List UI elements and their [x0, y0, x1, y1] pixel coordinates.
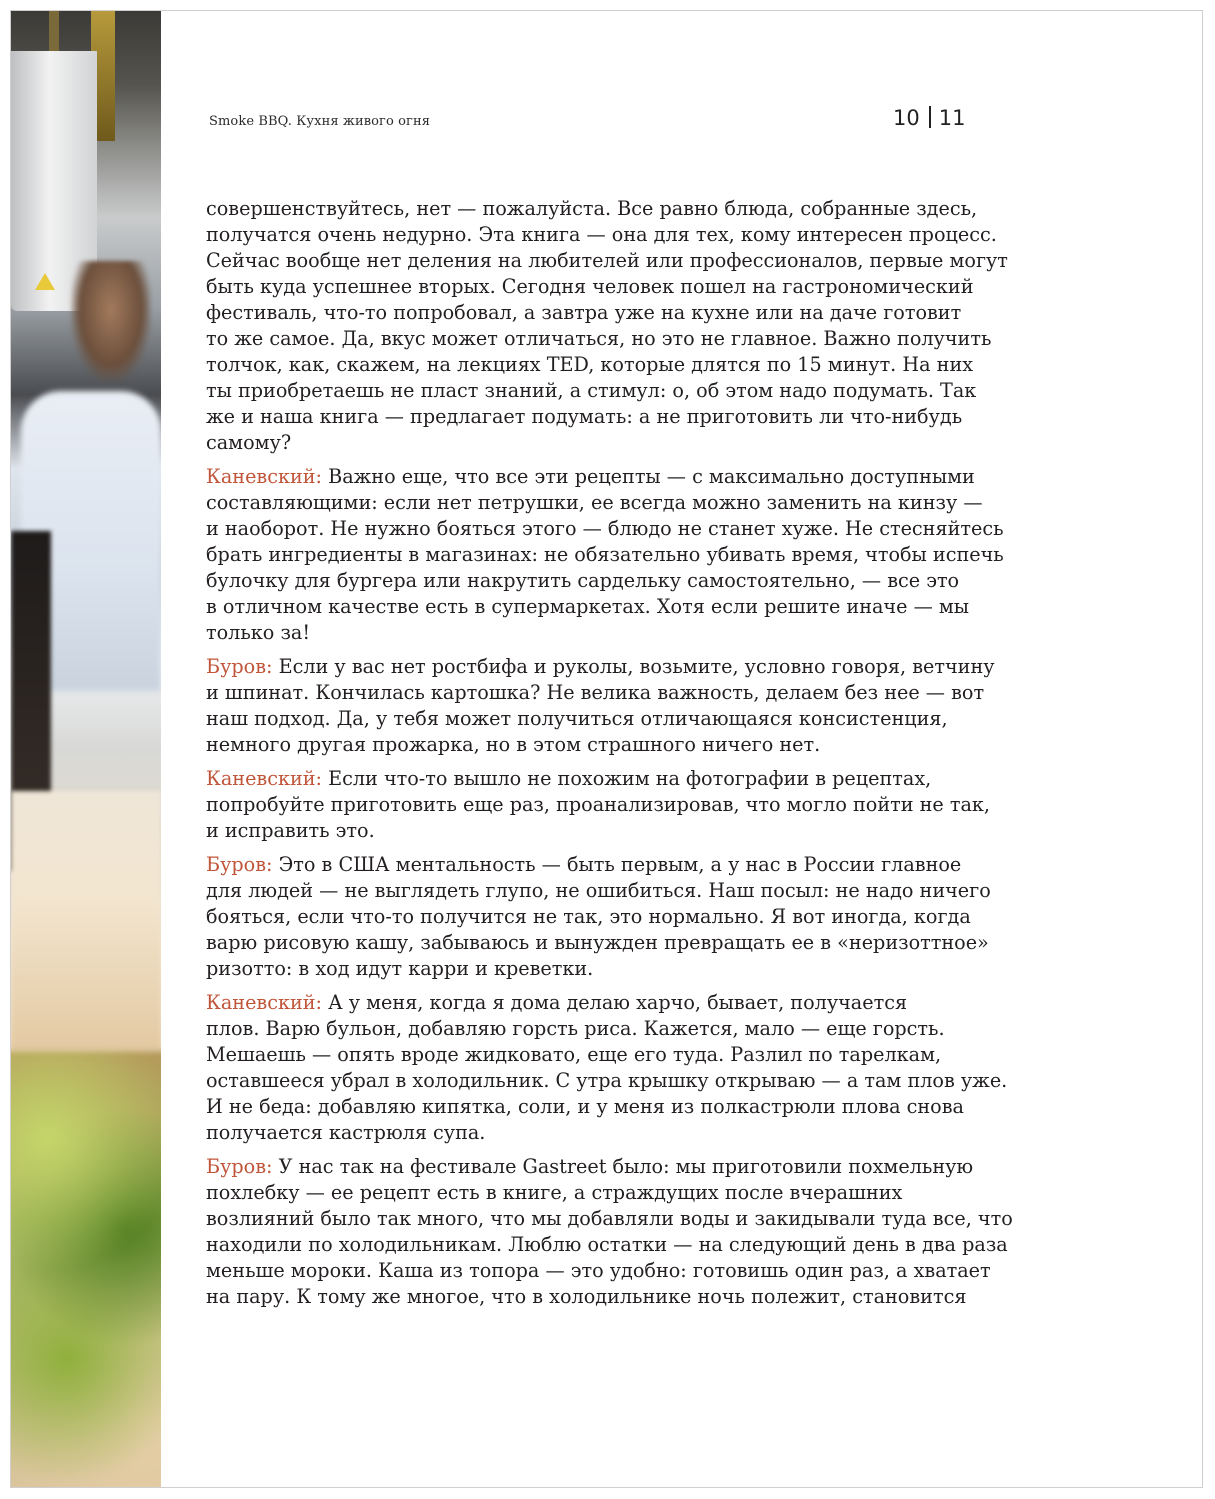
speaker-name: Каневский:: [206, 767, 323, 790]
text-line: Мешаешь — опять вроде жидковато, еще его туда. Разлил по тарелкам,: [206, 1043, 942, 1066]
text-line: получается кастрюля супа.: [206, 1121, 486, 1144]
photo-greens: [11, 1051, 161, 1487]
text-line: находили по холодильникам. Люблю остатки — на следующий день в два раза: [206, 1233, 1008, 1256]
text-line: ризотто: в ход идут карри и креветки.: [206, 957, 594, 980]
paragraph-3: [206, 654, 996, 758]
speaker-name: Каневский:: [206, 465, 323, 488]
text-line: булочку для бургера или накрутить сардельку самостоятельно, — все это: [206, 569, 960, 592]
paragraph-7: [206, 1154, 1013, 1310]
text-line: меньше мороки. Каша из топора — это удобно: готовишь один раз, а хватает: [206, 1259, 991, 1282]
text-line: толчок, как, скажем, на лекциях TED, которые длятся по 15 минут. На них: [206, 353, 974, 376]
speaker-name: Каневский:: [206, 991, 323, 1014]
text-line: в отличном качестве есть в супермаркетах. Хотя если решите иначе — мы: [206, 595, 970, 618]
text-line: брать ингредиенты в магазинах: не обязательно убивать время, чтобы испечь: [206, 543, 1004, 566]
text-line: наш подход. Да, у тебя может получиться отличающаяся консистенция,: [206, 707, 948, 730]
speaker-name: Буров:: [206, 1155, 273, 1178]
text-run: Если что-то вышло не похожим на фотографии в рецептах,: [322, 767, 932, 790]
text-line: же и наша книга — предлагает подумать: а не приготовить ли что-нибудь: [206, 405, 963, 428]
text-line: фестиваль, что-то попробовал, а завтра уже на кухне или на даче готовит: [206, 301, 962, 324]
text-line: ты приобретаешь не пласт знаний, а стимул: о, об этом надо подумать. Так: [206, 379, 977, 402]
text-run: У нас так на фестивале Gastreet было: мы приготовили похмельную: [272, 1155, 974, 1178]
text-line: составляющими: если нет петрушки, ее всегда можно заменить на кинзу —: [206, 491, 983, 514]
text-line: [206, 654, 996, 680]
text-line: плов. Варю бульон, добавляю горсть риса. Кажется, мало — еще горсть.: [206, 1017, 945, 1040]
speaker-name: Буров:: [206, 853, 273, 876]
text-line: самому?: [206, 431, 292, 454]
page-number-separator: [929, 106, 931, 128]
text-run: Если у вас нет ростбифа и руколы, возьмите, условно говоря, ветчину: [272, 655, 995, 678]
warning-triangle-icon: [35, 273, 55, 290]
kitchen-photo: [11, 11, 161, 1487]
paragraph-4: [206, 766, 996, 844]
paragraph-6: [206, 990, 1008, 1146]
speaker-name: Буров:: [206, 655, 273, 678]
text-line: Сейчас вообще нет деления на любителей или профессионалов, первые могут: [206, 249, 1008, 272]
text-line: совершенствуйтесь, нет — пожалуйста. Все равно блюда, собранные здесь,: [206, 197, 978, 220]
text-run: Это в США ментальность — быть первым, а у нас в России главное: [272, 853, 962, 876]
text-line: И не беда: добавляю кипятка, соли, и у меня из полкастрюли плова снова: [206, 1095, 964, 1118]
text-line: немного другая прожарка, но в этом страшного ничего нет.: [206, 733, 821, 756]
text-line: попробуйте приготовить еще раз, проанализировав, что могло пойти не так,: [206, 793, 991, 816]
text-line: быть куда успешнее вторых. Сегодня человек пошел на гастрономический: [206, 275, 974, 298]
body-text: [206, 196, 1013, 1318]
text-line: на пару. К тому же многое, что в холодильнике ночь полежит, становится: [206, 1285, 967, 1308]
text-line: похлебку — ее рецепт есть в книге, а страждущих после вчерашних: [206, 1181, 903, 1204]
text-line: возлияний было так много, что мы добавляли воды и закидывали туда все, что: [206, 1207, 1013, 1230]
text-line: варю рисовую кашу, забываюсь и вынужден превращать ее в «неризоттное»: [206, 931, 989, 954]
page-number-right: 11: [938, 106, 966, 130]
paragraph-1: [206, 196, 1008, 456]
text-line: [206, 990, 996, 1016]
photo-chef-head: [71, 261, 151, 381]
page-numbers: [893, 106, 965, 130]
text-run: Важно еще, что все эти рецепты — с максимально доступными: [322, 465, 975, 488]
text-line: [206, 1154, 996, 1180]
text-line: получатся очень недурно. Эта книга — она для тех, кому интересен процесс.: [206, 223, 997, 246]
paragraph-2: [206, 464, 1004, 646]
paragraph-5: [206, 852, 996, 982]
text-line: [206, 766, 996, 792]
text-line: то же самое. Да, вкус может отличаться, но это не главное. Важно получить: [206, 327, 992, 350]
text-line: только за!: [206, 621, 311, 644]
text-line: для людей — не выглядеть глупо, не ошибиться. Наш посыл: не надо ничего: [206, 879, 991, 902]
text-line: и исправить это.: [206, 819, 375, 842]
photo-counter: [11, 791, 161, 1051]
text-line: бояться, если что-то получится не так, это нормально. Я вот иногда, когда: [206, 905, 971, 928]
page-number-left: 10: [893, 106, 920, 130]
running-head: Smoke BBQ. Кухня живого огня: [209, 114, 431, 129]
text-line: [206, 464, 996, 490]
text-line: [206, 852, 996, 878]
text-line: и наоборот. Не нужно бояться этого — блюдо не станет хуже. Не стесняйтесь: [206, 517, 1004, 540]
text-run: А у меня, когда я дома делаю харчо, бывает, получается: [322, 991, 908, 1014]
text-line: оставшееся убрал в холодильник. С утра крышку открываю — а там плов уже.: [206, 1069, 1008, 1092]
text-line: и шпинат. Кончилась картошка? Не велика важность, делаем без нее — вот: [206, 681, 985, 704]
